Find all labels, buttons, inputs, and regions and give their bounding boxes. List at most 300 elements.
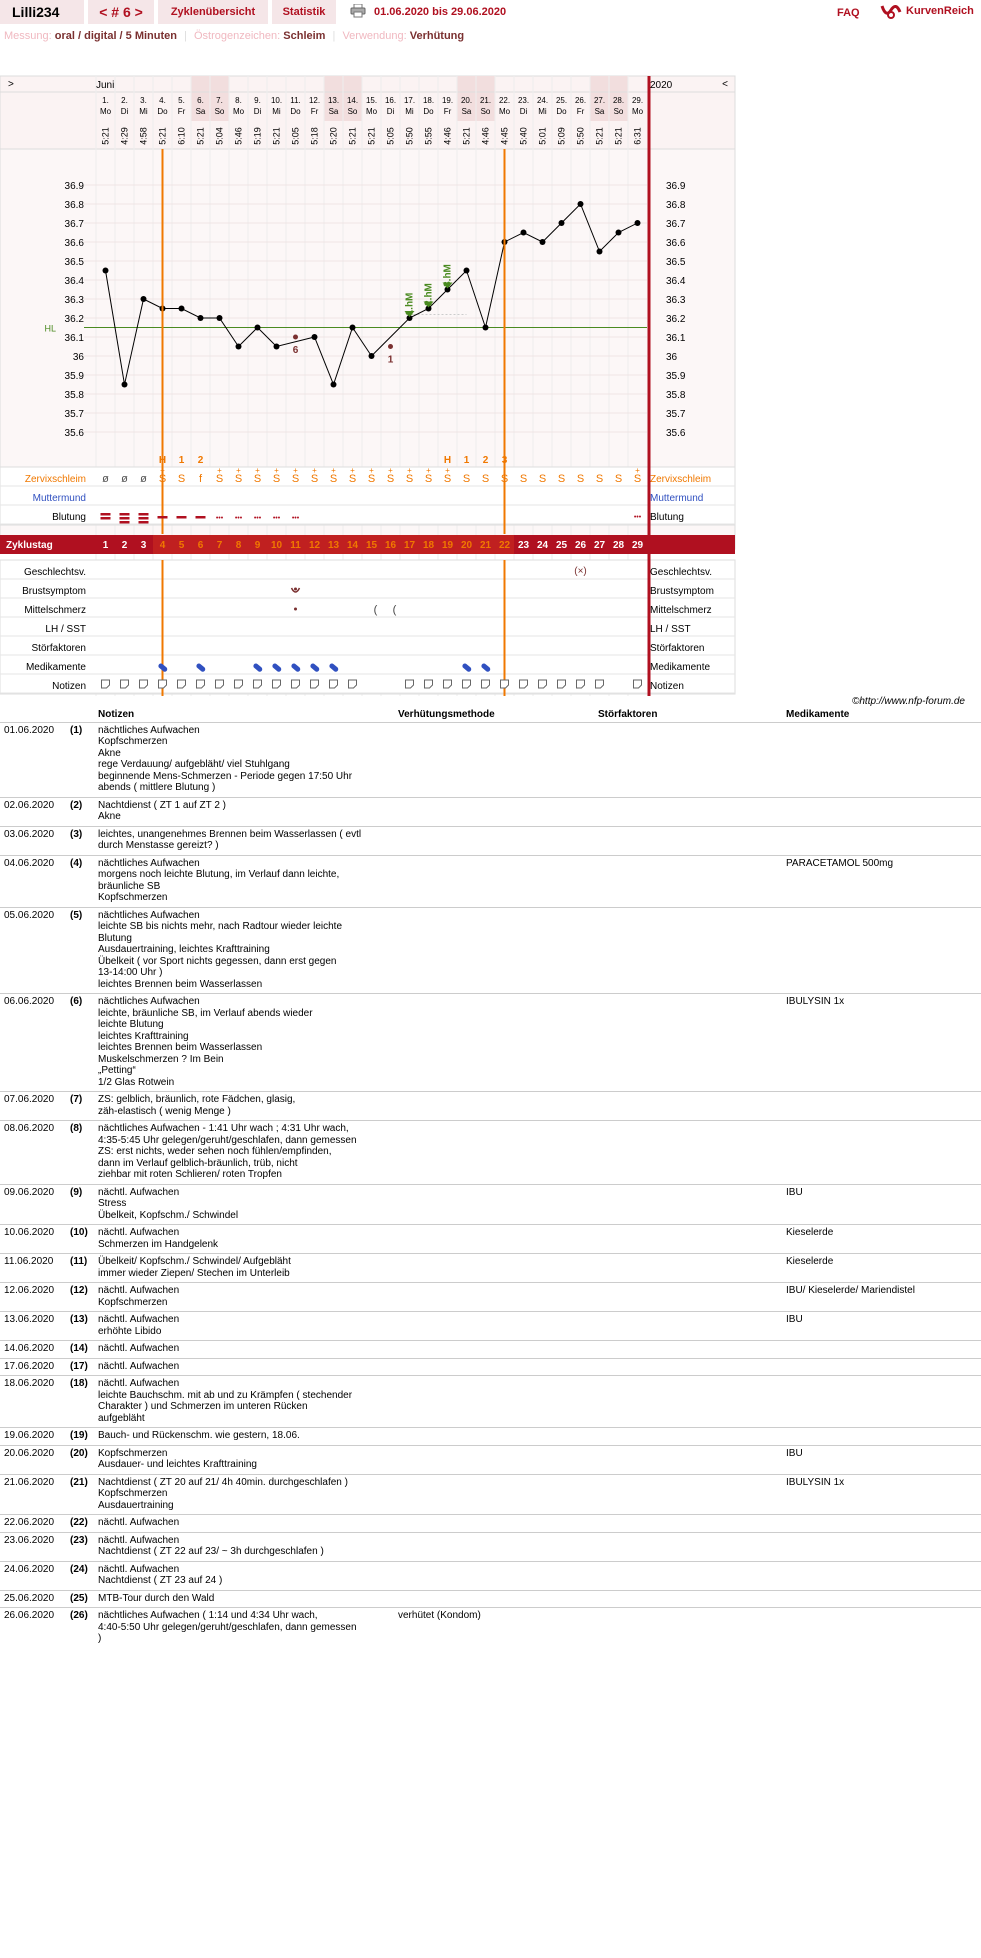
cervical-mucus-symbol: S bbox=[177, 473, 186, 485]
cycle-day-number: 3 bbox=[140, 540, 147, 551]
notes-row bbox=[0, 1283, 981, 1312]
notes-medication bbox=[782, 1121, 981, 1185]
cervical-mucus-symbol: S bbox=[443, 473, 452, 485]
weekday-label: Mo bbox=[498, 107, 511, 116]
count-marker-right: H bbox=[443, 455, 452, 466]
notes-row bbox=[0, 1608, 981, 1648]
notes-medication: Kieselerde bbox=[782, 1225, 981, 1254]
temp-point bbox=[122, 382, 128, 388]
hl-label: HL bbox=[44, 323, 56, 334]
notes-medication bbox=[782, 1341, 981, 1359]
notes-contraception bbox=[394, 1225, 594, 1254]
chart-prev-button[interactable]: > bbox=[8, 79, 14, 90]
row-label-mittel: Mittelschmerz bbox=[24, 605, 86, 616]
weekday-label: Mi bbox=[272, 107, 281, 116]
row-label-right-stoer: Störfaktoren bbox=[650, 643, 705, 654]
row-label-mumu: Muttermund bbox=[32, 493, 86, 504]
note-icon[interactable] bbox=[159, 680, 167, 688]
note-icon[interactable] bbox=[102, 680, 110, 688]
day-number: 25. bbox=[555, 96, 568, 105]
notes-contraception bbox=[394, 1283, 594, 1312]
row-label-right-mumu: Muttermund bbox=[650, 493, 704, 504]
cycle-day-number: 12 bbox=[308, 540, 321, 551]
notes-row bbox=[0, 994, 981, 1092]
measure-time: 5:21 bbox=[461, 127, 472, 145]
cycle-day-number: 7 bbox=[216, 540, 223, 551]
weekday-label: Fr bbox=[310, 107, 319, 116]
notes-cycle-day: (25) bbox=[66, 1590, 94, 1608]
notes-row bbox=[0, 1225, 981, 1254]
notes-contraception bbox=[394, 907, 594, 994]
excluded-temp-label: 1 bbox=[387, 354, 394, 366]
notes-table bbox=[0, 708, 981, 1648]
weekday-label: Do bbox=[423, 107, 434, 116]
bleeding-medium-mark bbox=[196, 516, 206, 519]
notes-cycle-day: (2) bbox=[66, 797, 94, 826]
day-number: 3. bbox=[140, 96, 147, 105]
bleeding-light-mark: ••• bbox=[215, 515, 224, 522]
y-tick-right: 36.2 bbox=[666, 314, 686, 325]
y-tick-right: 36.5 bbox=[666, 257, 686, 268]
notes-date: 09.06.2020 bbox=[0, 1184, 66, 1225]
notes-disturbance bbox=[594, 1474, 782, 1515]
note-icon[interactable] bbox=[634, 680, 642, 688]
row-label-notizen: Notizen bbox=[52, 681, 86, 692]
chart-next-button[interactable]: < bbox=[722, 79, 728, 90]
y-tick-left: 35.6 bbox=[64, 428, 84, 439]
cycle-day-number: 14 bbox=[346, 540, 359, 551]
notes-disturbance bbox=[594, 1184, 782, 1225]
notes-disturbance bbox=[594, 1358, 782, 1376]
cervical-mucus-symbol: S bbox=[519, 473, 528, 485]
cervical-mucus-symbol: S bbox=[367, 473, 376, 485]
count-marker-right: 1 bbox=[463, 455, 470, 466]
temp-point bbox=[635, 220, 641, 226]
chart-month-label: Juni bbox=[96, 80, 115, 91]
note-icon[interactable] bbox=[178, 680, 186, 688]
notes-cycle-day: (1) bbox=[66, 722, 94, 797]
notes-row bbox=[0, 1184, 981, 1225]
weekday-label: Sa bbox=[594, 107, 605, 116]
bleeding-light-mark: ••• bbox=[291, 515, 300, 522]
cervical-mucus-symbol: S bbox=[462, 473, 471, 485]
statistics-button[interactable]: Statistik bbox=[272, 0, 336, 24]
cervical-mucus-symbol: S bbox=[386, 473, 395, 485]
notes-contraception bbox=[394, 1445, 594, 1474]
note-icon[interactable] bbox=[444, 680, 452, 688]
day-number: 6. bbox=[197, 96, 204, 105]
cervical-mucus-plus: + bbox=[369, 466, 374, 475]
notes-cycle-day: (6) bbox=[66, 994, 94, 1092]
notes-date: 06.06.2020 bbox=[0, 994, 66, 1092]
day-number: 9. bbox=[254, 96, 261, 105]
note-icon[interactable] bbox=[311, 680, 319, 688]
notes-contraception bbox=[394, 1474, 594, 1515]
measure-time: 5:04 bbox=[214, 127, 225, 145]
measure-time: 5:21 bbox=[100, 127, 111, 145]
notes-date: 03.06.2020 bbox=[0, 826, 66, 855]
y-tick-right: 36.8 bbox=[666, 200, 686, 211]
notes-row bbox=[0, 1092, 981, 1121]
notes-medication bbox=[782, 1515, 981, 1533]
notes-date: 07.06.2020 bbox=[0, 1092, 66, 1121]
notes-cycle-day: (24) bbox=[66, 1561, 94, 1590]
notes-medication: IBULYSIN 1x bbox=[782, 994, 981, 1092]
cervical-mucus-symbol: S bbox=[272, 473, 281, 485]
measure-time: 6:31 bbox=[632, 127, 643, 145]
cervical-mucus-symbol: S bbox=[405, 473, 414, 485]
notes-contraception bbox=[394, 1532, 594, 1561]
note-icon[interactable] bbox=[501, 680, 509, 688]
notes-date: 25.06.2020 bbox=[0, 1590, 66, 1608]
day-number: 8. bbox=[235, 96, 242, 105]
day-number: 18. bbox=[422, 96, 435, 105]
measure-time: 5:18 bbox=[309, 127, 320, 145]
measure-time: 5:21 bbox=[366, 127, 377, 145]
cycle-day-number: 17 bbox=[403, 540, 416, 551]
printer-icon[interactable] bbox=[350, 4, 366, 18]
count-marker-left: 2 bbox=[197, 455, 204, 466]
y-tick-left: 35.9 bbox=[64, 371, 84, 382]
measurement-label: Messung: bbox=[4, 30, 52, 42]
day-number: 21. bbox=[479, 96, 492, 105]
mittelschmerz-left-icon: ( bbox=[373, 604, 378, 616]
day-number: 29. bbox=[631, 96, 644, 105]
notes-date: 05.06.2020 bbox=[0, 907, 66, 994]
notes-medication bbox=[782, 797, 981, 826]
notes-cycle-day: (5) bbox=[66, 907, 94, 994]
y-tick-right: 35.8 bbox=[666, 390, 686, 401]
notes-text: MTB-Tour durch den Wald bbox=[94, 1590, 394, 1608]
notes-medication: IBU bbox=[782, 1184, 981, 1225]
notes-disturbance bbox=[594, 1312, 782, 1341]
weekday-label: Di bbox=[253, 107, 262, 116]
note-icon[interactable] bbox=[235, 680, 243, 688]
cycle-day-number: 26 bbox=[574, 540, 587, 551]
notes-date: 10.06.2020 bbox=[0, 1225, 66, 1254]
note-icon[interactable] bbox=[558, 680, 566, 688]
bleeding-heavy-mark bbox=[120, 517, 130, 520]
y-tick-left: 35.7 bbox=[64, 409, 84, 420]
y-tick-left: 36.6 bbox=[64, 238, 84, 249]
bleeding-heavy-mark bbox=[120, 513, 130, 516]
notes-contraception bbox=[394, 1092, 594, 1121]
count-marker-left: H bbox=[158, 455, 167, 466]
notes-disturbance bbox=[594, 722, 782, 797]
cervical-mucus-symbol: S bbox=[253, 473, 262, 485]
notes-date: 17.06.2020 bbox=[0, 1358, 66, 1376]
cervical-mucus-plus: + bbox=[426, 466, 431, 475]
mittelschmerz-dot bbox=[294, 608, 297, 611]
notes-disturbance bbox=[594, 1254, 782, 1283]
cycle-day-label: Zyklustag bbox=[6, 540, 53, 551]
notes-header-date bbox=[0, 708, 66, 722]
note-icon[interactable] bbox=[197, 680, 205, 688]
notes-contraception bbox=[394, 1312, 594, 1341]
notes-contraception bbox=[394, 994, 594, 1092]
y-tick-left: 36.1 bbox=[64, 333, 84, 344]
cervical-mucus-plus: + bbox=[274, 466, 279, 475]
note-icon[interactable] bbox=[292, 680, 300, 688]
cycle-day-number: 13 bbox=[327, 540, 340, 551]
notes-text: Bauch- und Rückenschm. wie gestern, 18.06. bbox=[94, 1428, 394, 1446]
cervical-mucus-plus: + bbox=[160, 466, 165, 475]
estrogen-label: Östrogenzeichen: bbox=[193, 30, 281, 42]
notes-contraception bbox=[394, 797, 594, 826]
notes-row bbox=[0, 1341, 981, 1359]
note-icon[interactable] bbox=[577, 680, 585, 688]
notes-text: ZS: gelblich, bräunlich, rote Fädchen, glasig, zäh-elastisch ( wenig Menge ) bbox=[94, 1092, 394, 1121]
notes-disturbance bbox=[594, 1092, 782, 1121]
cervical-mucus-plus: + bbox=[350, 466, 355, 475]
note-icon[interactable] bbox=[406, 680, 414, 688]
cervical-mucus-symbol: S bbox=[291, 473, 300, 485]
note-icon[interactable] bbox=[216, 680, 224, 688]
notes-row bbox=[0, 1254, 981, 1283]
notes-date: 08.06.2020 bbox=[0, 1121, 66, 1185]
notes-contraception bbox=[394, 1254, 594, 1283]
notes-text: nächtl. Aufwachen Kopfschmerzen bbox=[94, 1283, 394, 1312]
cycle-day-number: 19 bbox=[441, 540, 454, 551]
cycle-day-number: 1 bbox=[102, 540, 109, 551]
measure-time: 5:21 bbox=[271, 127, 282, 145]
notes-cycle-day: (3) bbox=[66, 826, 94, 855]
notes-medication bbox=[782, 1608, 981, 1648]
notes-contraception bbox=[394, 1428, 594, 1446]
temp-point bbox=[578, 201, 584, 207]
row-label-right-zervix: Zervixschleim bbox=[650, 474, 712, 485]
cervical-mucus-symbol: S bbox=[481, 473, 490, 485]
note-icon[interactable] bbox=[482, 680, 490, 688]
notes-text: nächtliches Aufwachen leichte, bräunliche SB, im Verlauf abends wieder leichte Blutung leichtes Krafttraining leichtes Brennen beim Wasserlassen Muskelschmerzen ? Im Bein „Petting“ 1/2 Glas Rotwein bbox=[94, 994, 394, 1092]
notes-disturbance bbox=[594, 1428, 782, 1446]
cervical-mucus-symbol: S bbox=[215, 473, 224, 485]
measure-time: 4:45 bbox=[499, 127, 510, 145]
notes-row bbox=[0, 1561, 981, 1590]
measure-time: 5:21 bbox=[613, 127, 624, 145]
day-number: 28. bbox=[612, 96, 625, 105]
temp-point bbox=[179, 306, 185, 312]
notes-disturbance bbox=[594, 1376, 782, 1428]
notes-date: 11.06.2020 bbox=[0, 1254, 66, 1283]
day-number: 13. bbox=[327, 96, 340, 105]
row-label-lh: LH / SST bbox=[45, 624, 86, 635]
notes-header-disturbances: Störfaktoren bbox=[598, 709, 658, 720]
note-icon[interactable] bbox=[330, 680, 338, 688]
cycle-day-number: 6 bbox=[197, 540, 204, 551]
cycle-day-number: 22 bbox=[498, 540, 511, 551]
cycle-day-number: 11 bbox=[290, 540, 301, 551]
weekday-label: Mo bbox=[631, 107, 644, 116]
weekday-label: Fr bbox=[177, 107, 186, 116]
cervical-mucus-symbol: S bbox=[633, 473, 642, 485]
notes-cycle-day: (13) bbox=[66, 1312, 94, 1341]
count-marker-right: 3 bbox=[501, 455, 508, 466]
day-number: 11. bbox=[290, 96, 301, 105]
y-tick-right: 36.3 bbox=[666, 295, 686, 306]
notes-contraception bbox=[394, 1590, 594, 1608]
y-tick-left: 36.7 bbox=[64, 219, 84, 230]
weekday-label: Mi bbox=[405, 107, 414, 116]
y-tick-left: 36.5 bbox=[64, 257, 84, 268]
row-label-zervix: Zervixschleim bbox=[24, 474, 86, 485]
note-icon[interactable] bbox=[596, 680, 604, 688]
cervical-mucus-plus: + bbox=[407, 466, 412, 475]
notes-contraception: verhütet (Kondom) bbox=[394, 1608, 594, 1648]
note-icon[interactable] bbox=[425, 680, 433, 688]
cervical-mucus-symbol: S bbox=[576, 473, 585, 485]
notes-medication: PARACETAMOL 500mg bbox=[782, 855, 981, 907]
note-icon[interactable] bbox=[463, 680, 471, 688]
notes-disturbance bbox=[594, 1561, 782, 1590]
y-tick-right: 36.6 bbox=[666, 238, 686, 249]
weekday-label: Mi bbox=[538, 107, 547, 116]
notes-disturbance bbox=[594, 1341, 782, 1359]
note-icon[interactable] bbox=[273, 680, 281, 688]
cycle-day-number: 2 bbox=[121, 540, 128, 551]
cycle-day-number: 24 bbox=[536, 540, 549, 551]
notes-text: nächtliches Aufwachen ( 1:14 und 4:34 Uhr wach, 4:40-5:50 Uhr gelegen/geruht/geschlafen, dann gemessen ) bbox=[94, 1608, 394, 1648]
notes-date: 18.06.2020 bbox=[0, 1376, 66, 1428]
note-icon[interactable] bbox=[140, 680, 148, 688]
weekday-label: So bbox=[613, 107, 624, 116]
measure-time: 4:46 bbox=[480, 127, 491, 145]
notes-date: 01.06.2020 bbox=[0, 722, 66, 797]
cycle-navigation[interactable]: < # 6 > bbox=[88, 0, 154, 24]
cycle-day-number: 8 bbox=[235, 540, 242, 551]
weekday-label: Fr bbox=[576, 107, 585, 116]
cervical-mucus-symbol: S bbox=[595, 473, 604, 485]
higher-measurement-label: 2.hM bbox=[423, 283, 435, 306]
temp-point bbox=[369, 353, 375, 359]
row-label-right-med: Medikamente bbox=[650, 662, 711, 673]
notes-contraception bbox=[394, 855, 594, 907]
day-number: 2. bbox=[121, 96, 128, 105]
cycle-day-number: 20 bbox=[460, 540, 473, 551]
notes-header-contraception: Verhütungsmethode bbox=[398, 709, 495, 720]
temp-point bbox=[597, 249, 603, 255]
note-icon[interactable] bbox=[121, 680, 129, 688]
day-number: 15. bbox=[365, 96, 378, 105]
notes-medication bbox=[782, 1376, 981, 1428]
notes-medication bbox=[782, 826, 981, 855]
row-label-med: Medikamente bbox=[25, 662, 86, 673]
measure-time: 5:01 bbox=[537, 127, 548, 145]
notes-contraception bbox=[394, 1561, 594, 1590]
cycle-day-number: 9 bbox=[254, 540, 261, 551]
day-number: 14. bbox=[346, 96, 359, 105]
notes-date: 21.06.2020 bbox=[0, 1474, 66, 1515]
notes-row bbox=[0, 1358, 981, 1376]
temp-point bbox=[521, 230, 527, 236]
notes-date: 22.06.2020 bbox=[0, 1515, 66, 1533]
notes-row bbox=[0, 855, 981, 907]
measure-time: 4:29 bbox=[119, 127, 130, 145]
notes-medication bbox=[782, 1532, 981, 1561]
notes-disturbance bbox=[594, 1608, 782, 1648]
notes-header-notes: Notizen bbox=[98, 709, 135, 720]
cervical-mucus-plus: + bbox=[255, 466, 260, 475]
note-icon[interactable] bbox=[349, 680, 357, 688]
weekday-label: Di bbox=[519, 107, 528, 116]
notes-row bbox=[0, 907, 981, 994]
cycle-overview-button[interactable]: Zyklenübersicht bbox=[158, 0, 268, 24]
notes-medication bbox=[782, 1590, 981, 1608]
row-label-brust: Brustsymptom bbox=[22, 586, 86, 597]
y-tick-right: 36.4 bbox=[666, 276, 686, 287]
bleeding-heavy-mark bbox=[101, 513, 111, 516]
cervical-mucus-plus: + bbox=[331, 466, 336, 475]
notes-text: Kopfschmerzen Ausdauer- und leichtes Krafttraining bbox=[94, 1445, 394, 1474]
chart-year-label: 2020 bbox=[650, 80, 673, 91]
faq-link[interactable]: FAQ bbox=[837, 7, 860, 19]
notes-medication bbox=[782, 1092, 981, 1121]
measure-time: 4:58 bbox=[138, 127, 149, 145]
cervical-mucus-plus: + bbox=[445, 466, 450, 475]
y-tick-left: 36.8 bbox=[64, 200, 84, 211]
bleeding-medium-mark bbox=[158, 516, 168, 519]
breast-symptom-dot bbox=[294, 588, 297, 591]
temp-point bbox=[103, 268, 109, 274]
cycle-day-number: 29 bbox=[631, 540, 644, 551]
notes-text: Nachtdienst ( ZT 20 auf 21/ 4h 40min. durchgeschlafen ) Kopfschmerzen Ausdauertraining bbox=[94, 1474, 394, 1515]
measure-time: 5:21 bbox=[195, 127, 206, 145]
day-number: 24. bbox=[536, 96, 549, 105]
note-icon[interactable] bbox=[520, 680, 528, 688]
weekday-label: Mo bbox=[365, 107, 378, 116]
cervical-mucus-symbol: S bbox=[538, 473, 547, 485]
weekday-label: Mo bbox=[99, 107, 112, 116]
notes-text: nächtl. Aufwachen Stress Übelkeit, Kopfschm./ Schwindel bbox=[94, 1184, 394, 1225]
y-tick-right: 35.6 bbox=[666, 428, 686, 439]
notes-row bbox=[0, 722, 981, 797]
notes-disturbance bbox=[594, 1225, 782, 1254]
weekday-label: So bbox=[347, 107, 358, 116]
day-number: 5. bbox=[178, 96, 185, 105]
cervical-mucus-symbol: S bbox=[310, 473, 319, 485]
notes-cycle-day: (23) bbox=[66, 1532, 94, 1561]
note-icon[interactable] bbox=[254, 680, 262, 688]
notes-cycle-day: (9) bbox=[66, 1184, 94, 1225]
temp-point bbox=[331, 382, 337, 388]
weekday-label: Do bbox=[556, 107, 567, 116]
cervical-mucus-symbol: S bbox=[158, 473, 167, 485]
notes-row bbox=[0, 1445, 981, 1474]
notes-header-zt bbox=[66, 708, 94, 722]
notes-cycle-day: (8) bbox=[66, 1121, 94, 1185]
kurvenreich-logo[interactable] bbox=[880, 2, 980, 22]
temp-point bbox=[255, 325, 261, 331]
y-tick-left: 35.8 bbox=[64, 390, 84, 401]
notes-text: Übelkeit/ Kopfschm./ Schwindel/ Aufgebläht immer wieder Ziepen/ Stechen im Unterleib bbox=[94, 1254, 394, 1283]
notes-text: leichtes, unangenehmes Brennen beim Wasserlassen ( evtl durch Menstasse gereizt? ) bbox=[94, 826, 394, 855]
notes-text: nächtliches Aufwachen - 1:41 Uhr wach ; 4:31 Uhr wach, 4:35-5:45 Uhr gelegen/geruht/geschlafen, dann gemessen ZS: erst nichts, weder sehen noch fühlen/empfinden, dann im Verlauf gelblich-bräunlich, trüb, nicht ziehbar mit roten Schlieren/ roten Tropfen bbox=[94, 1121, 394, 1185]
notes-cycle-day: (11) bbox=[66, 1254, 94, 1283]
weekday-label: So bbox=[480, 107, 491, 116]
notes-text: nächtliches Aufwachen leichte SB bis nichts mehr, nach Radtour wieder leichte Blutung Ausdauertraining, leichtes Krafttraining Übelkeit ( vor Sport nichts gegessen, dann erst gegen 13-14:00 Uhr ) leichtes Brennen beim Wasserlassen bbox=[94, 907, 394, 994]
notes-medication: IBU bbox=[782, 1445, 981, 1474]
notes-date: 12.06.2020 bbox=[0, 1283, 66, 1312]
notes-medication: Kieselerde bbox=[782, 1254, 981, 1283]
notes-text: nächtl. Aufwachen leichte Bauchschm. mit ab und zu Krämpfen ( stechender Charakter ) und Schmerzen im unteren Rücken aufgebläht bbox=[94, 1376, 394, 1428]
count-marker-left: 1 bbox=[178, 455, 185, 466]
day-number: 17. bbox=[403, 96, 416, 105]
cervical-mucus-symbol: S bbox=[424, 473, 433, 485]
note-icon[interactable] bbox=[539, 680, 547, 688]
temp-point bbox=[217, 315, 223, 321]
notes-cycle-day: (26) bbox=[66, 1608, 94, 1648]
cycle-day-number: 4 bbox=[159, 540, 166, 551]
